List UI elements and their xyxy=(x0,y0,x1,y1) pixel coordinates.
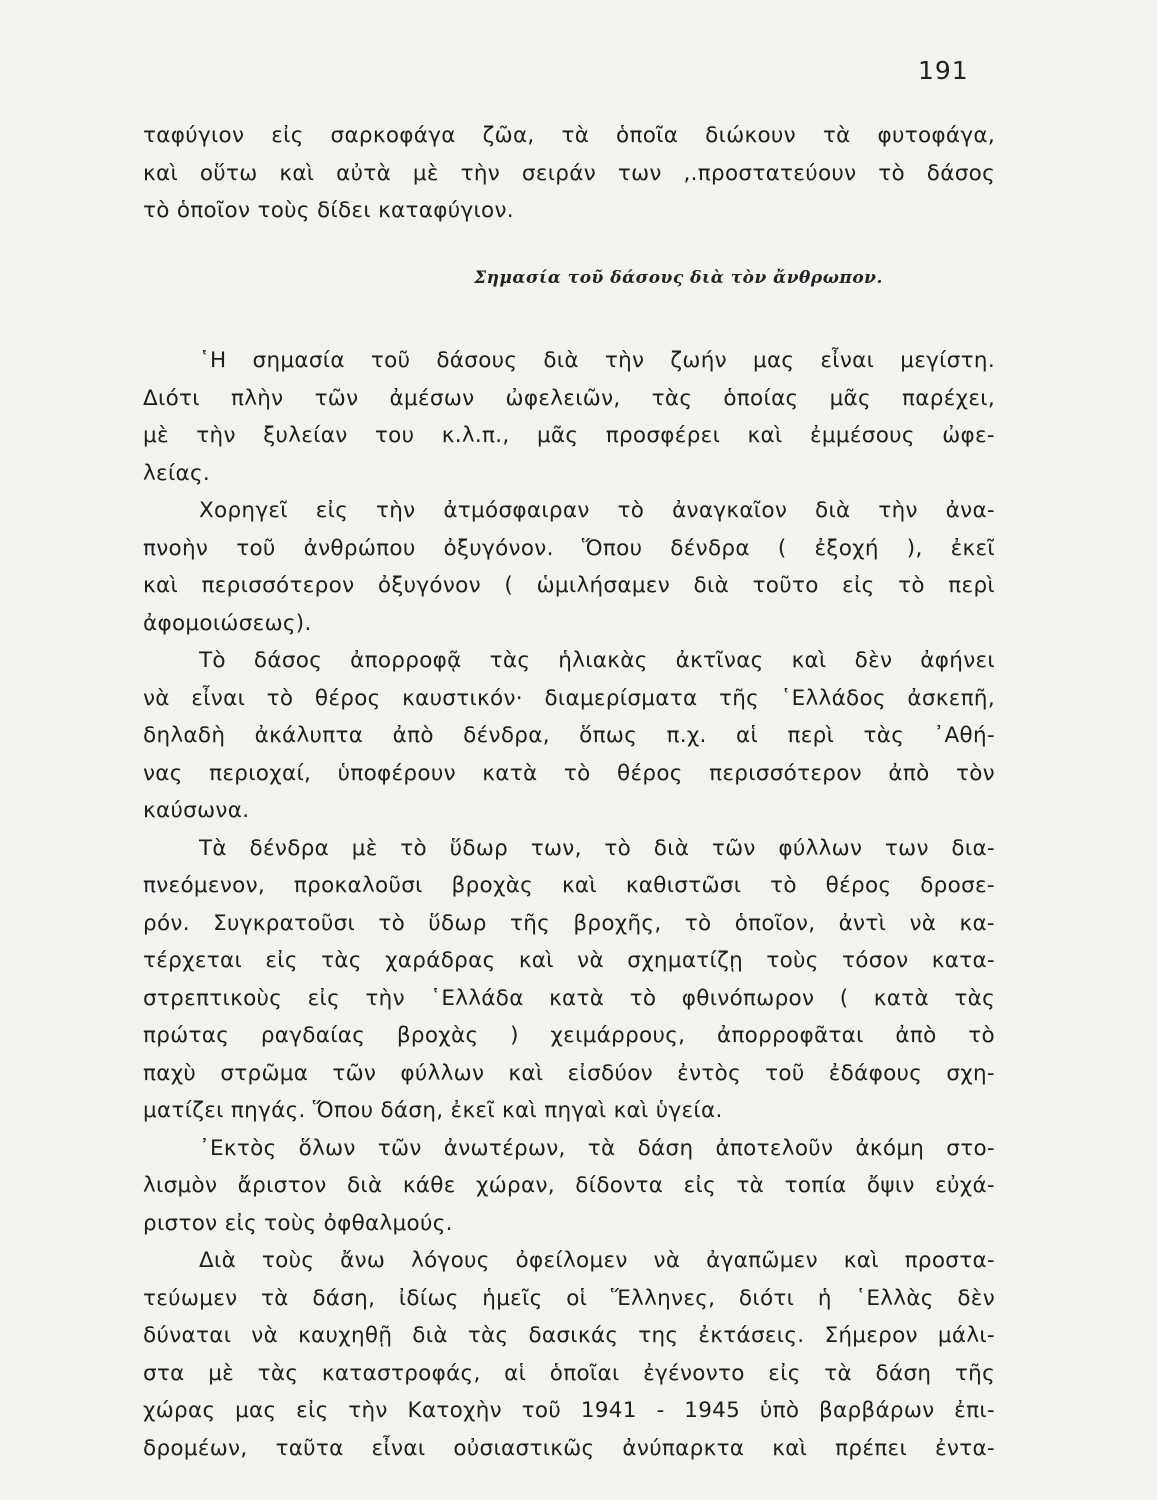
text-line: Διὰ τοὺς ἄνω λόγους ὀφείλομεν νὰ ἀγαπῶμεν καὶ προστα- xyxy=(199,1248,995,1273)
text-line: δρομέων, ταῦτα εἶναι οὐσιαστικῶς ἀνύπαρκτα καὶ πρέπει ἐντα- xyxy=(143,1435,995,1461)
page-number: 191 xyxy=(918,56,969,85)
text-line: τέρχεται εἰς τὰς χαράδρας καὶ νὰ σχηματίζῃ τοὺς τόσον κατα- xyxy=(143,948,995,973)
text-line: Τὰ δένδρα μὲ τὸ ὕδωρ των, τὸ διὰ τῶν φύλλων των δια- xyxy=(199,835,995,861)
text-line: ἀφομοιώσεως). xyxy=(143,610,312,636)
text-line: ῾Η σημασία τοῦ δάσους διὰ τὴν ζωήν μας εἶναι μεγίστη. xyxy=(199,348,995,373)
text-line: ᾽Εκτὸς ὅλων τῶν ἀνωτέρων, τὰ δάση ἀποτελοῦν ἀκόμη στο- xyxy=(199,1135,995,1161)
text-line: στρεπτικοὺς εἰς τὴν ῾Ελλάδα κατὰ τὸ φθινόπωρον ( κατὰ τὰς xyxy=(143,985,995,1011)
text-line: Χορηγεῖ εἰς τὴν ἀτμόσφαιραν τὸ ἀναγκαῖον διὰ τὴν ἀνα- xyxy=(199,498,995,523)
text-line: νας περιοχαί, ὑποφέρουν κατὰ τὸ θέρος περισσότερον ἀπὸ τὸν xyxy=(143,760,995,786)
text-line: λείας. xyxy=(143,460,211,486)
text-line: καὶ περισσότερον ὀξυγόνον ( ὡμιλήσαμεν διὰ τοῦτο εἰς τὸ περὶ xyxy=(143,573,995,598)
top-paragraph xyxy=(143,117,995,230)
text-line: χώρας μας εἰς τὴν Κατοχὴν τοῦ 1941 - 1945 ὑπὸ βαρβάρων ἐπι- xyxy=(143,1398,995,1423)
text-line: νὰ εἶναι τὸ θέρος καυστικόν· διαμερίσματα τῆς ῾Ελλάδος ἀσκεπῆ, xyxy=(143,685,995,711)
text-line: πρώτας ραγδαίας βροχὰς ) χειμάρρους, ἀπορροφᾶται ἀπὸ τὸ xyxy=(143,1023,995,1048)
text-line: ματίζει πηγάς. Ὅπου δάση, ἐκεῖ καὶ πηγαὶ καὶ ὑγεία. xyxy=(143,1098,723,1123)
text-line: Διότι πλὴν τῶν ἀμέσων ὠφελειῶν, τὰς ὁποίας μᾶς παρέχει, xyxy=(143,385,995,411)
section-heading: Σημασία τοῦ δάσους διὰ τὸν ἄνθρωπον. xyxy=(474,268,883,288)
text-line: ταφύγιον εἰς σαρκοφάγα ζῶα, τὰ ὁποῖα διώκουν τὰ φυτοφάγα, xyxy=(143,123,995,148)
text-line: μὲ τὴν ξυλείαν του κ.λ.π., μᾶς προσφέρει καὶ ἐμμέσους ὠφε- xyxy=(143,423,995,448)
text-line: δύναται νὰ καυχηθῇ διὰ τὰς δασικάς της ἐκτάσεις. Σήμερον μάλι- xyxy=(143,1323,995,1348)
text-line: λισμὸν ἄριστον διὰ κάθε χώραν, δίδοντα εἰς τὰ τοπία ὄψιν εὐχά- xyxy=(143,1173,995,1198)
text-line: ριστον εἰς τοὺς ὀφθαλμούς. xyxy=(143,1210,453,1236)
text-line: τὸ ὁποῖον τοὺς δίδει καταφύγιον. xyxy=(143,198,514,223)
main-text xyxy=(143,342,995,1467)
text-line: πνοὴν τοῦ ἀνθρώπου ὀξυγόνον. Ὅπου δένδρα ( ἐξοχή ), ἐκεῖ xyxy=(143,535,995,561)
text-line: πνεόμενον, προκαλοῦσι βροχὰς καὶ καθιστῶσι τὸ θέρος δροσε- xyxy=(143,873,995,898)
text-line: Τὸ δάσος ἀπορροφᾷ τὰς ἡλιακὰς ἀκτῖνας καὶ δὲν ἀφήνει xyxy=(199,648,995,673)
text-line: στα μὲ τὰς καταστροφάς, αἱ ὁποῖαι ἐγένοντο εἰς τὰ δάση τῆς xyxy=(143,1360,995,1386)
text-line: καύσωνα. xyxy=(143,798,250,823)
text-line: ρόν. Συγκρατοῦσι τὸ ὕδωρ τῆς βροχῆς, τὸ ὁποῖον, ἀντὶ νὰ κα- xyxy=(143,910,995,936)
text-line: καὶ οὕτω καὶ αὐτὰ μὲ τὴν σειράν των ,.προστατεύουν τὸ δάσος xyxy=(143,160,995,186)
text-line: δηλαδὴ ἀκάλυπτα ἀπὸ δένδρα, ὅπως π.χ. αἱ περὶ τὰς ᾽Αθή- xyxy=(143,723,995,748)
text-line: παχὺ στρῶμα τῶν φύλλων καὶ εἰσδύον ἐντὸς τοῦ ἐδάφους σχη- xyxy=(143,1060,995,1086)
text-line: τεύωμεν τὰ δάση, ἰδίως ἡμεῖς οἱ Ἕλληνες, διότι ἡ ῾Ελλὰς δὲν xyxy=(143,1285,995,1311)
